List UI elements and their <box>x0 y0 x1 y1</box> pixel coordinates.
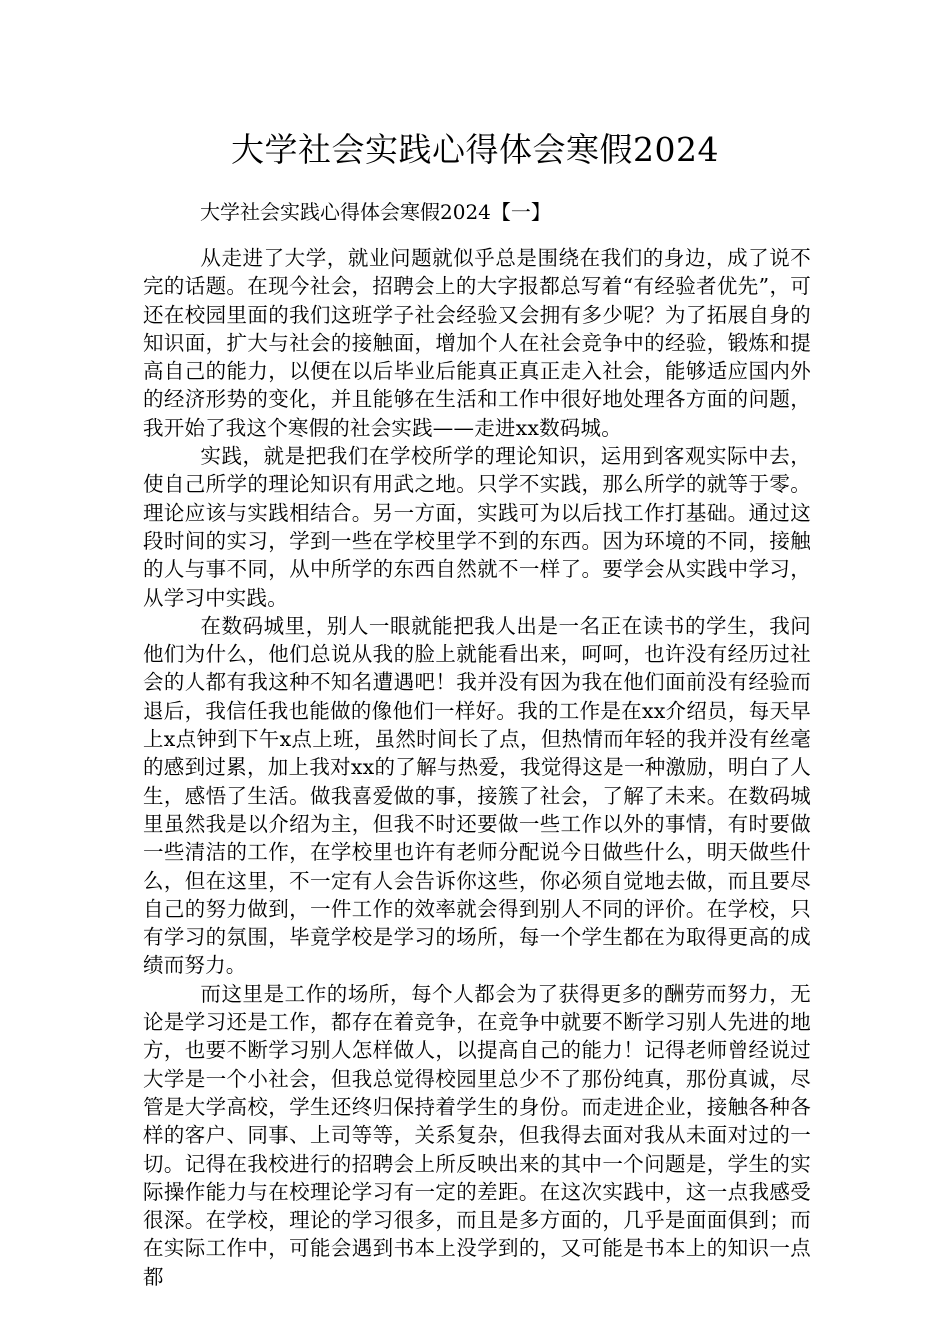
paragraph: 从走进了大学，就业问题就似乎总是围绕在我们的身边，成了说不完的话题。在现今社会，招聘会上的大字报都总写着“有经验者优先”，可还在校园里面的我们这班学子社会经验又会拥有多少呢？为了拓展自身的知识面，扩大与社会的接触面，增加个人在社会竞争中的经验，锻炼和提高自己的能力，以便在以后毕业后能真正真正走入社会，能够适应国内外的经济形势的变化，并且能够在生活和工作中很好地处理各方面的问题，我开始了我这个寒假的社会实践——走进xx数码城。 <box>143 246 811 440</box>
paragraph: 实践，就是把我们在学校所学的理论知识，运用到客观实际中去，使自己所学的理论知识有用武之地。只学不实践，那么所学的就等于零。理论应该与实践相结合。另一方面，实践可为以后找工作打基础。通过这段时间的实习，学到一些在学校里学不到的东西。因为环境的不同，接触的人与事不同，从中所学的东西自然就不一样了。要学会从实践中学习，从学习中实践。 <box>143 444 811 610</box>
paragraph: 在数码城里，别人一眼就能把我人出是一名正在读书的学生，我问他们为什么，他们总说从我的脸上就能看出来，呵呵，也许没有经历过社会的人都有我这种不知名遭遇吧！我并没有因为我在他们面前没有经验而退后，我信任我也能做的像他们一样好。我的工作是在xx介绍员，每天早上x点钟到下午x点上班，虽然时间长了点，但热情而年轻的我并没有丝毫的感到过累，加上我对xx的了解与热爱，我觉得这是一种激励，明白了人生，感悟了生活。做我喜爱做的事，接簇了社会，了解了未来。在数码城里虽然我是以介绍为主，但我不时还要做一些工作以外的事情，有时要做一些清洁的工作，在学校里也许有老师分配说今日做些什么，明天做些什么，但在这里，不一定有人会告诉你这些，你必须自觉地去做，而且要尽自己的努力做到，一件工作的效率就会得到别人不同的评价。在学校，只有学习的氛围，毕竟学校是学习的场所，每一个学生都在为取得更高的成绩而努力。 <box>143 613 811 978</box>
document-title: 大学社会实践心得体会寒假2024 <box>231 130 719 169</box>
paragraph: 而这里是工作的场所，每个人都会为了获得更多的酬劳而努力，无论是学习还是工作，都存在着竞争，在竞争中就要不断学习别人先进的地方，也要不断学习别人怎样做人，以提高自己的能力！记得老师曾经说过大学是一个小社会，但我总觉得校园里总少不了那份纯真，那份真诚，尽管是大学高校，学生还终归保持着学生的身份。而走进企业，接触各种各样的客户、同事、上司等等，关系复杂，但我得去面对我从未面对过的一切。记得在我校进行的招聘会上所反映出来的其中一个问题是，学生的实际操作能力与在校理论学习有一定的差距。在这次实践中，这一点我感受很深。在学校，理论的学习很多，而且是多方面的，几乎是面面俱到；而在实际工作中，可能会遇到书本上没学到的，又可能是书本上的知识一点都 <box>143 981 811 1289</box>
section-heading: 大学社会实践心得体会寒假2024【一】 <box>200 200 551 224</box>
document-body <box>143 244 811 1291</box>
